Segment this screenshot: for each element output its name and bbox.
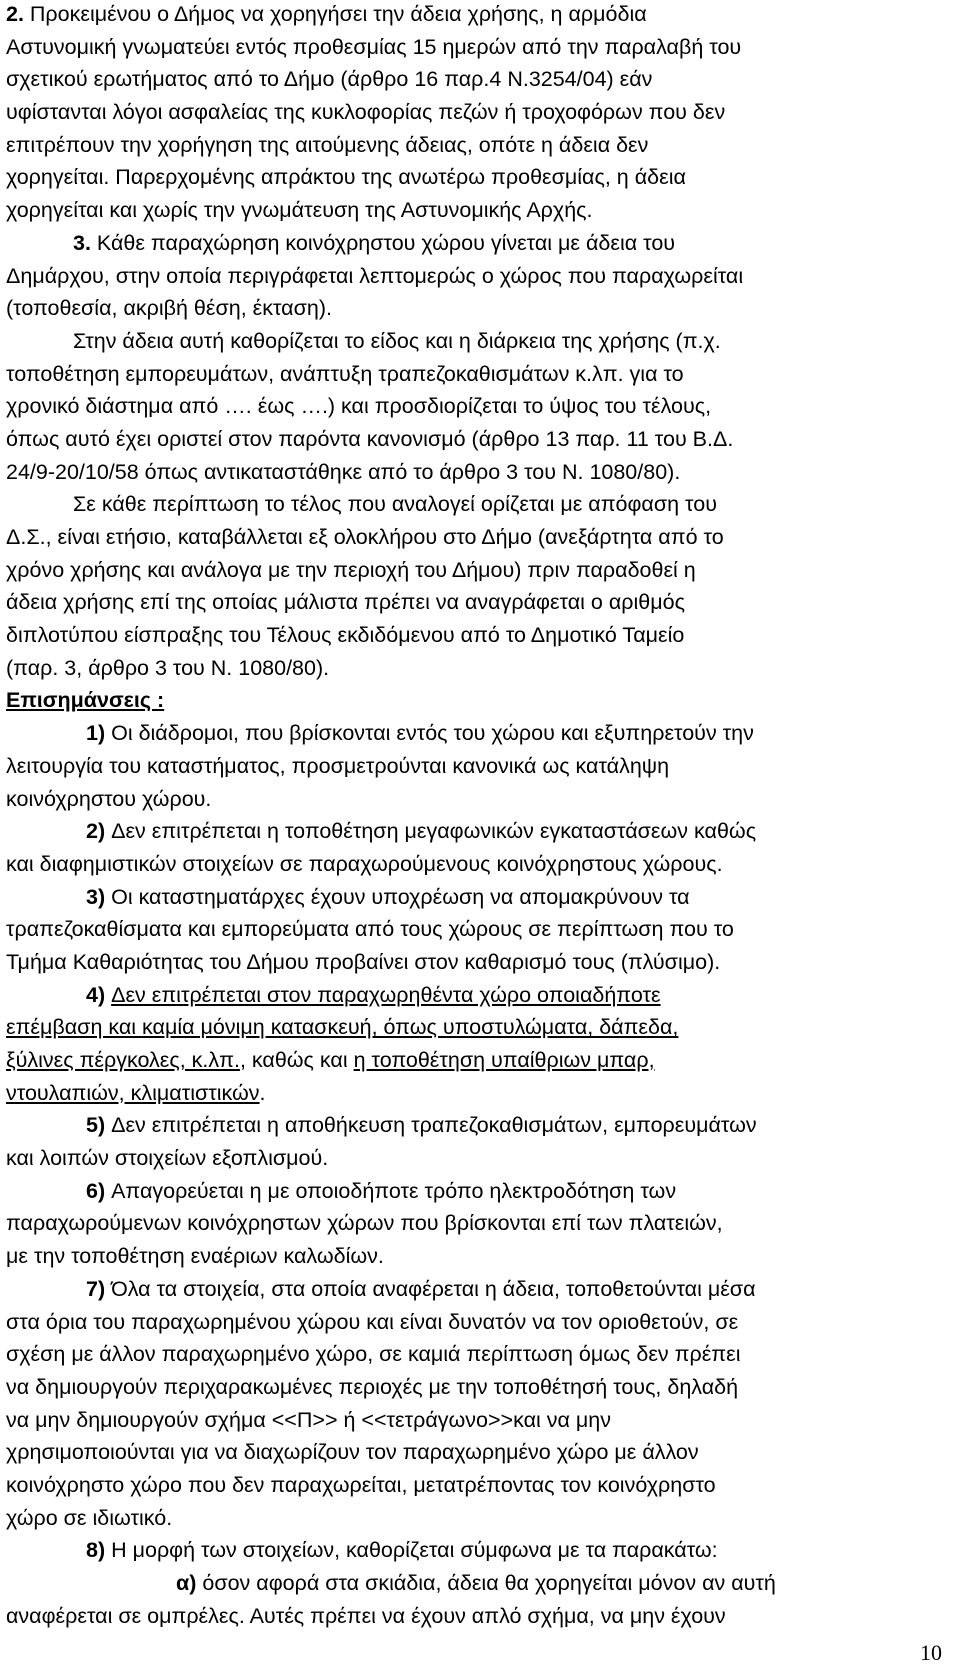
text-run: Δ.Σ., είναι ετήσιο, καταβάλλεται εξ ολοκλήρου στο Δήμο (ανεξάρτητα από το bbox=[6, 525, 724, 549]
text-run: χορηγείται. Παρερχομένης απράκτου της ανωτέρω προθεσμίας, η άδεια bbox=[6, 165, 686, 190]
text-run: Δεν επιτρέπεται η τοποθέτηση μεγαφωνικών εγκαταστάσεων καθώς bbox=[111, 819, 757, 844]
text-line bbox=[6, 979, 926, 1012]
text-run: τοποθέτηση εμπορευμάτων, ανάπτυξη τραπεζοκαθισμάτων κ.λπ. για το bbox=[6, 361, 684, 386]
text-run: να δημιουργούν περιχαρακωμένες περιοχές με την τοποθέτησή τους, δηλαδή bbox=[6, 1374, 739, 1399]
text-line bbox=[6, 652, 926, 685]
text-run: λειτουργία του καταστήματος, προσμετρούνται κανονικά ως κατάληψη bbox=[6, 753, 670, 778]
text-run: χρονικό διάστημα από …. έως ….) και προσδιορίζεται το ύψος του τέλους, bbox=[6, 394, 712, 419]
text-run: Η μορφή των στοιχείων, καθορίζεται σύμφωνα με τα παρακάτω: bbox=[111, 1538, 718, 1563]
text-run: με την τοποθέτηση εναέριων καλωδίων. bbox=[6, 1244, 384, 1269]
text-run: αναφέρεται σε ομπρέλες. Αυτές πρέπει να έχουν απλό σχήμα, να μην έχουν bbox=[6, 1603, 726, 1628]
text-line bbox=[6, 750, 926, 783]
text-run: Κάθε παραχώρηση κοινόχρηστου χώρου γίνεται με άδεια του bbox=[96, 230, 676, 255]
page-number: 10 bbox=[920, 1640, 942, 1665]
text-line bbox=[6, 1567, 926, 1600]
text-run: 2) bbox=[86, 819, 112, 844]
text-line bbox=[6, 1273, 926, 1306]
text-run: 3) bbox=[86, 884, 112, 909]
document-body bbox=[6, 0, 926, 1632]
text-line bbox=[6, 619, 926, 652]
text-run: όπως αυτό έχει οριστεί στον παρόντα κανονισμό (άρθρο 13 παρ. 11 του Β.Δ. bbox=[6, 426, 734, 451]
text-run: και λοιπών στοιχείων εξοπλισμού. bbox=[6, 1146, 329, 1171]
text-line bbox=[6, 194, 926, 227]
text-run: τραπεζοκαθίσματα και εμπορεύματα από τους χώρους σε περίπτωση που το bbox=[6, 917, 734, 942]
text-line bbox=[6, 1077, 926, 1110]
text-line bbox=[6, 1175, 926, 1208]
text-line bbox=[6, 161, 926, 194]
text-line bbox=[6, 1534, 926, 1567]
text-line bbox=[6, 31, 926, 64]
text-line bbox=[6, 684, 926, 717]
text-run: επιτρέπουν την χορήγηση της αιτούμενης άδειας, οπότε η άδεια δεν bbox=[6, 132, 649, 157]
text-line bbox=[6, 227, 926, 260]
text-line bbox=[6, 456, 926, 489]
text-run: Οι καταστηματάρχες έχουν υποχρέωση να απομακρύνουν τα bbox=[111, 884, 690, 909]
text-line bbox=[6, 1142, 926, 1175]
text-run: Επισημάνσεις : bbox=[6, 688, 165, 713]
text-line bbox=[6, 423, 926, 456]
text-run: χορηγείται και χωρίς την γνωμάτευση της Αστυνομικής Αρχής. bbox=[6, 198, 593, 223]
text-run: α) bbox=[176, 1571, 203, 1595]
text-line bbox=[6, 1600, 926, 1633]
text-run: χρησιμοποιούνται για να διαχωρίζουν τον παραχωρημένο χώρο με άλλον bbox=[6, 1440, 699, 1465]
text-run: 8) bbox=[86, 1538, 112, 1563]
text-run: 24/9-20/10/58 όπως αντικαταστάθηκε από το άρθρο 3 του Ν. 1080/80). bbox=[6, 459, 681, 484]
text-line bbox=[6, 913, 926, 946]
text-line bbox=[6, 390, 926, 423]
text-run: . bbox=[259, 1080, 266, 1105]
text-run: , καθώς και bbox=[239, 1048, 354, 1072]
text-run: διπλοτύπου είσπραξης του Τέλους εκδιδόμενου από το Δημοτικό Ταμείο bbox=[6, 623, 685, 648]
text-line bbox=[6, 129, 926, 162]
text-run: Όλα τα στοιχεία, στα οποία αναφέρεται η άδεια, τοποθετούνται μέσα bbox=[111, 1276, 756, 1301]
text-line bbox=[6, 260, 926, 293]
text-line bbox=[6, 783, 926, 816]
text-run: ξύλινες πέργκολες, κ.λπ. bbox=[6, 1048, 240, 1072]
text-run: (παρ. 3, άρθρο 3 του Ν. 1080/80). bbox=[6, 655, 330, 680]
text-run: Προκειμένου ο Δήμος να χορηγήσει την άδεια χρήσης, η αρμόδια bbox=[29, 2, 647, 26]
text-line bbox=[6, 325, 926, 358]
text-line bbox=[6, 946, 926, 979]
text-run: 3. bbox=[73, 230, 97, 255]
text-line bbox=[6, 1207, 926, 1240]
text-run: σχετικού ερωτήματος από το Δήμο (άρθρο 16 παρ.4 Ν.3254/04) εάν bbox=[6, 67, 653, 92]
text-run: 5) bbox=[86, 1113, 112, 1138]
text-run: άδεια χρήσης επί της οποίας μάλιστα πρέπει να αναγράφεται ο αριθμός bbox=[6, 590, 685, 615]
text-run: Αστυνομική γνωματεύει εντός προθεσμίας 15 ημερών από την παραλαβή του bbox=[6, 34, 742, 59]
text-line bbox=[6, 1371, 926, 1404]
text-run: κοινόχρηστο χώρο που δεν παραχωρείται, μετατρέποντας τον κοινόχρηστο bbox=[6, 1472, 716, 1497]
text-line bbox=[6, 848, 926, 881]
text-run: Δεν επιτρέπεται στον παραχωρηθέντα χώρο οποιαδήποτε bbox=[111, 982, 661, 1007]
text-run: 7) bbox=[86, 1276, 112, 1301]
text-line bbox=[6, 1306, 926, 1339]
text-run: 1) bbox=[86, 721, 112, 746]
text-run: παραχωρούμενων κοινόχρηστων χώρων που βρίσκονται επί των πλατειών, bbox=[6, 1211, 723, 1236]
text-line bbox=[6, 63, 926, 96]
text-run: και διαφημιστικών στοιχείων σε παραχωρούμενους κοινόχρηστους χώρους. bbox=[6, 851, 723, 876]
text-run: Τμήμα Καθαριότητας του Δήμου προβαίνει στον καθαρισμό τους (πλύσιμο). bbox=[6, 949, 721, 974]
text-run: η τοποθέτηση υπαίθριων μπαρ, bbox=[353, 1048, 655, 1072]
text-run: Απαγορεύεται η με οποιοδήποτε τρόπο ηλεκτροδότηση των bbox=[111, 1178, 677, 1203]
text-run: Δημάρχου, στην οποία περιγράφεται λεπτομερώς ο χώρος που παραχωρείται bbox=[6, 263, 744, 288]
text-line bbox=[6, 1404, 926, 1437]
text-line bbox=[6, 586, 926, 619]
text-line bbox=[6, 1338, 926, 1371]
text-line bbox=[6, 1436, 926, 1469]
text-run: χρόνο χρήσης και ανάλογα με την περιοχή του Δήμου) πριν παραδοθεί η bbox=[6, 557, 696, 582]
text-run: χώρο σε ιδιωτικό. bbox=[6, 1505, 173, 1530]
text-run: να μην δημιουργούν σχήμα <<Π>> ή <<τετράγωνο>>και να μην bbox=[6, 1407, 612, 1432]
text-run: 2. bbox=[6, 2, 30, 26]
text-line bbox=[6, 1011, 926, 1044]
text-line bbox=[6, 292, 926, 325]
text-run: σχέση με άλλον παραχωρημένο χώρο, σε καμιά περίπτωση όμως δεν πρέπει bbox=[6, 1342, 741, 1367]
text-run: υφίστανται λόγοι ασφαλείας της κυκλοφορίας πεζών ή τροχοφόρων που δεν bbox=[6, 100, 726, 125]
text-run: 4) bbox=[86, 982, 112, 1007]
text-run: όσον αφορά στα σκιάδια, άδεια θα χορηγείται μόνον αν αυτή bbox=[202, 1571, 776, 1595]
text-line bbox=[6, 1240, 926, 1273]
text-line bbox=[6, 881, 926, 914]
text-line bbox=[6, 96, 926, 129]
text-line bbox=[6, 0, 926, 31]
text-line bbox=[6, 1044, 926, 1077]
text-run: Δεν επιτρέπεται η αποθήκευση τραπεζοκαθισμάτων, εμπορευμάτων bbox=[111, 1113, 757, 1138]
text-run: Σε κάθε περίπτωση το τέλος που αναλογεί ορίζεται με απόφαση του bbox=[73, 492, 717, 517]
text-line bbox=[6, 554, 926, 587]
text-line bbox=[6, 1502, 926, 1535]
text-line bbox=[6, 488, 926, 521]
text-run: Στην άδεια αυτή καθορίζεται το είδος και η διάρκεια της χρήσης (π.χ. bbox=[73, 328, 721, 353]
text-run: (τοποθεσία, ακριβή θέση, έκταση). bbox=[6, 296, 332, 321]
text-run: επέμβαση και καμία μόνιμη κατασκευή, όπως υποστυλώματα, δάπεδα, bbox=[6, 1015, 679, 1040]
text-run: κοινόχρηστου χώρου. bbox=[6, 786, 212, 811]
text-line bbox=[6, 815, 926, 848]
text-run: Οι διάδρομοι, που βρίσκονται εντός του χώρου και εξυπηρετούν την bbox=[111, 721, 754, 746]
text-line bbox=[6, 717, 926, 750]
text-run: στα όρια του παραχωρημένου χώρου και είναι δυνατόν να τον οριοθετούν, σε bbox=[6, 1309, 739, 1334]
text-run: ντουλαπιών, κλιματιστικών bbox=[6, 1080, 260, 1105]
text-line bbox=[6, 521, 926, 554]
text-line bbox=[6, 1469, 926, 1502]
text-run: 6) bbox=[86, 1178, 112, 1203]
text-line bbox=[6, 1109, 926, 1142]
text-line bbox=[6, 358, 926, 391]
